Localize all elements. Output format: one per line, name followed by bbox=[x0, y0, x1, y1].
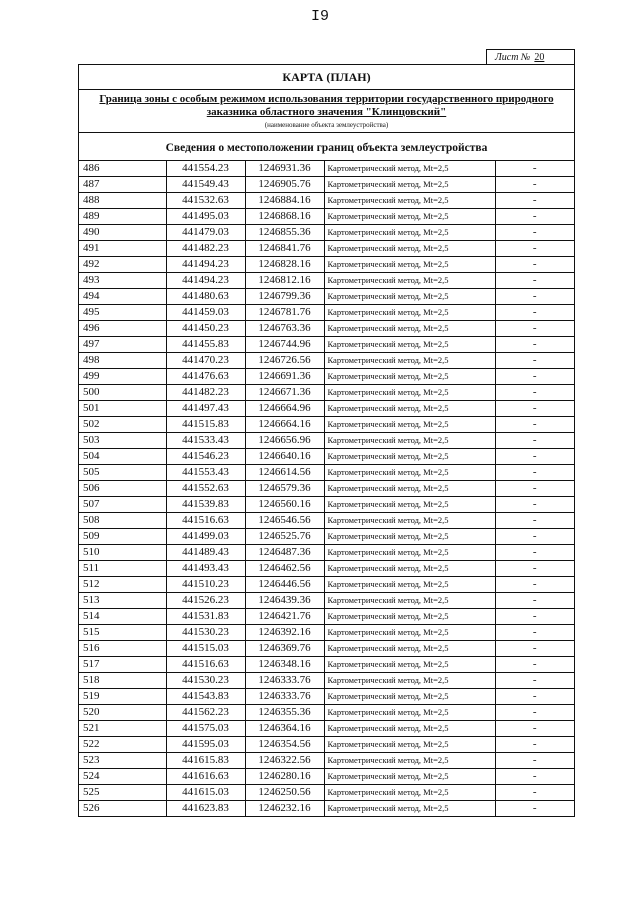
cell-point-number: 506 bbox=[79, 481, 166, 497]
cell-method: Картометрический метод, Mt=2,5 bbox=[324, 769, 495, 785]
cell-method: Картометрический метод, Mt=2,5 bbox=[324, 721, 495, 737]
document-frame bbox=[78, 64, 575, 817]
cell-extra: - bbox=[495, 801, 574, 817]
sheet-label-text: Лист № bbox=[495, 52, 531, 63]
cell-method: Картометрический метод, Mt=2,5 bbox=[324, 161, 495, 177]
cell-method: Картометрический метод, Mt=2,5 bbox=[324, 305, 495, 321]
table-row bbox=[79, 353, 574, 369]
cell-extra: - bbox=[495, 209, 574, 225]
cell-point-number: 519 bbox=[79, 689, 166, 705]
cell-extra: - bbox=[495, 321, 574, 337]
cell-point-number: 503 bbox=[79, 433, 166, 449]
cell-point-number: 510 bbox=[79, 545, 166, 561]
cell-coord-x: 441531.83 bbox=[166, 609, 245, 625]
cell-extra: - bbox=[495, 465, 574, 481]
cell-method: Картометрический метод, Mt=2,5 bbox=[324, 737, 495, 753]
cell-point-number: 515 bbox=[79, 625, 166, 641]
cell-point-number: 494 bbox=[79, 289, 166, 305]
cell-coord-y: 1246348.16 bbox=[245, 657, 324, 673]
cell-coord-y: 1246664.96 bbox=[245, 401, 324, 417]
cell-extra: - bbox=[495, 193, 574, 209]
cell-coord-x: 441476.63 bbox=[166, 369, 245, 385]
cell-extra: - bbox=[495, 481, 574, 497]
cell-coord-y: 1246354.56 bbox=[245, 737, 324, 753]
cell-coord-x: 441549.43 bbox=[166, 177, 245, 193]
cell-method: Картометрический метод, Mt=2,5 bbox=[324, 593, 495, 609]
cell-coord-y: 1246781.76 bbox=[245, 305, 324, 321]
cell-point-number: 490 bbox=[79, 225, 166, 241]
cell-extra: - bbox=[495, 353, 574, 369]
table-row bbox=[79, 241, 574, 257]
cell-coord-y: 1246333.76 bbox=[245, 673, 324, 689]
cell-coord-y: 1246656.96 bbox=[245, 433, 324, 449]
cell-extra: - bbox=[495, 401, 574, 417]
table-row bbox=[79, 385, 574, 401]
cell-point-number: 502 bbox=[79, 417, 166, 433]
cell-coord-x: 441516.63 bbox=[166, 657, 245, 673]
table-row bbox=[79, 433, 574, 449]
cell-method: Картометрический метод, Mt=2,5 bbox=[324, 545, 495, 561]
page-title: КАРТА (ПЛАН) bbox=[79, 65, 574, 90]
cell-point-number: 497 bbox=[79, 337, 166, 353]
cell-point-number: 499 bbox=[79, 369, 166, 385]
section-title: Сведения о местоположении границ объекта землеустройства bbox=[79, 133, 574, 161]
cell-point-number: 512 bbox=[79, 577, 166, 593]
table-row bbox=[79, 561, 574, 577]
cell-point-number: 520 bbox=[79, 705, 166, 721]
table-row bbox=[79, 481, 574, 497]
cell-point-number: 489 bbox=[79, 209, 166, 225]
cell-method: Картометрический метод, Mt=2,5 bbox=[324, 177, 495, 193]
cell-extra: - bbox=[495, 337, 574, 353]
cell-extra: - bbox=[495, 385, 574, 401]
cell-coord-y: 1246487.36 bbox=[245, 545, 324, 561]
cell-extra: - bbox=[495, 593, 574, 609]
cell-method: Картометрический метод, Mt=2,5 bbox=[324, 657, 495, 673]
table-row bbox=[79, 769, 574, 785]
cell-point-number: 487 bbox=[79, 177, 166, 193]
cell-extra: - bbox=[495, 529, 574, 545]
table-row bbox=[79, 497, 574, 513]
table-row bbox=[79, 593, 574, 609]
cell-coord-x: 441539.83 bbox=[166, 497, 245, 513]
table-row bbox=[79, 417, 574, 433]
cell-method: Картометрический метод, Mt=2,5 bbox=[324, 705, 495, 721]
cell-coord-x: 441515.83 bbox=[166, 417, 245, 433]
cell-coord-y: 1246421.76 bbox=[245, 609, 324, 625]
cell-coord-x: 441526.23 bbox=[166, 593, 245, 609]
cell-point-number: 492 bbox=[79, 257, 166, 273]
cell-coord-y: 1246364.16 bbox=[245, 721, 324, 737]
cell-extra: - bbox=[495, 705, 574, 721]
cell-coord-y: 1246812.16 bbox=[245, 273, 324, 289]
table-row bbox=[79, 785, 574, 801]
sheet-number: 20 bbox=[534, 52, 545, 63]
cell-coord-y: 1246884.16 bbox=[245, 193, 324, 209]
cell-coord-x: 441495.03 bbox=[166, 209, 245, 225]
cell-coord-x: 441530.23 bbox=[166, 673, 245, 689]
cell-coord-y: 1246664.16 bbox=[245, 417, 324, 433]
table-row bbox=[79, 193, 574, 209]
cell-coord-x: 441546.23 bbox=[166, 449, 245, 465]
cell-coord-y: 1246868.16 bbox=[245, 209, 324, 225]
cell-extra: - bbox=[495, 721, 574, 737]
cell-method: Картометрический метод, Mt=2,5 bbox=[324, 481, 495, 497]
cell-coord-y: 1246763.36 bbox=[245, 321, 324, 337]
table-row bbox=[79, 289, 574, 305]
cell-coord-y: 1246744.96 bbox=[245, 337, 324, 353]
cell-coord-y: 1246726.56 bbox=[245, 353, 324, 369]
table-row bbox=[79, 465, 574, 481]
table-row bbox=[79, 721, 574, 737]
cell-coord-y: 1246355.36 bbox=[245, 705, 324, 721]
table-row bbox=[79, 401, 574, 417]
cell-point-number: 514 bbox=[79, 609, 166, 625]
cell-method: Картометрический метод, Mt=2,5 bbox=[324, 785, 495, 801]
cell-extra: - bbox=[495, 161, 574, 177]
cell-coord-x: 441494.23 bbox=[166, 257, 245, 273]
cell-coord-x: 441489.43 bbox=[166, 545, 245, 561]
cell-coord-y: 1246828.16 bbox=[245, 257, 324, 273]
cell-point-number: 504 bbox=[79, 449, 166, 465]
coordinates-table bbox=[79, 161, 574, 816]
cell-coord-y: 1246280.16 bbox=[245, 769, 324, 785]
table-row bbox=[79, 369, 574, 385]
cell-coord-x: 441562.23 bbox=[166, 705, 245, 721]
cell-extra: - bbox=[495, 641, 574, 657]
page-number: I9 bbox=[310, 8, 329, 25]
cell-extra: - bbox=[495, 609, 574, 625]
cell-coord-y: 1246232.16 bbox=[245, 801, 324, 817]
cell-coord-x: 441595.03 bbox=[166, 737, 245, 753]
cell-extra: - bbox=[495, 689, 574, 705]
cell-coord-x: 441470.23 bbox=[166, 353, 245, 369]
cell-coord-y: 1246439.36 bbox=[245, 593, 324, 609]
cell-extra: - bbox=[495, 241, 574, 257]
cell-coord-x: 441533.43 bbox=[166, 433, 245, 449]
cell-point-number: 524 bbox=[79, 769, 166, 785]
cell-extra: - bbox=[495, 177, 574, 193]
cell-point-number: 518 bbox=[79, 673, 166, 689]
cell-coord-x: 441479.03 bbox=[166, 225, 245, 241]
cell-extra: - bbox=[495, 305, 574, 321]
cell-extra: - bbox=[495, 513, 574, 529]
cell-extra: - bbox=[495, 417, 574, 433]
cell-coord-x: 441510.23 bbox=[166, 577, 245, 593]
cell-coord-x: 441543.83 bbox=[166, 689, 245, 705]
cell-coord-y: 1246691.36 bbox=[245, 369, 324, 385]
cell-coord-x: 441499.03 bbox=[166, 529, 245, 545]
cell-point-number: 501 bbox=[79, 401, 166, 417]
cell-coord-x: 441552.63 bbox=[166, 481, 245, 497]
cell-method: Картометрический метод, Mt=2,5 bbox=[324, 417, 495, 433]
table-row bbox=[79, 801, 574, 817]
cell-point-number: 526 bbox=[79, 801, 166, 817]
cell-extra: - bbox=[495, 273, 574, 289]
cell-extra: - bbox=[495, 673, 574, 689]
table-row bbox=[79, 641, 574, 657]
cell-coord-y: 1246462.56 bbox=[245, 561, 324, 577]
cell-method: Картометрический метод, Mt=2,5 bbox=[324, 353, 495, 369]
cell-coord-y: 1246250.56 bbox=[245, 785, 324, 801]
cell-method: Картометрический метод, Mt=2,5 bbox=[324, 369, 495, 385]
table-row bbox=[79, 225, 574, 241]
cell-coord-x: 441554.23 bbox=[166, 161, 245, 177]
cell-point-number: 505 bbox=[79, 465, 166, 481]
cell-coord-y: 1246546.56 bbox=[245, 513, 324, 529]
cell-method: Картометрический метод, Mt=2,5 bbox=[324, 209, 495, 225]
cell-extra: - bbox=[495, 561, 574, 577]
cell-coord-x: 441575.03 bbox=[166, 721, 245, 737]
cell-extra: - bbox=[495, 433, 574, 449]
zone-caption: (наименование объекта землеустройства) bbox=[264, 121, 389, 129]
cell-method: Картометрический метод, Mt=2,5 bbox=[324, 801, 495, 817]
cell-method: Картометрический метод, Mt=2,5 bbox=[324, 385, 495, 401]
cell-coord-y: 1246333.76 bbox=[245, 689, 324, 705]
cell-coord-x: 441516.63 bbox=[166, 513, 245, 529]
cell-coord-y: 1246931.36 bbox=[245, 161, 324, 177]
cell-method: Картометрический метод, Mt=2,5 bbox=[324, 529, 495, 545]
cell-coord-y: 1246799.36 bbox=[245, 289, 324, 305]
cell-point-number: 509 bbox=[79, 529, 166, 545]
table-row bbox=[79, 273, 574, 289]
cell-coord-x: 441616.63 bbox=[166, 769, 245, 785]
cell-coord-x: 441623.83 bbox=[166, 801, 245, 817]
cell-point-number: 486 bbox=[79, 161, 166, 177]
cell-point-number: 498 bbox=[79, 353, 166, 369]
cell-method: Картометрический метод, Mt=2,5 bbox=[324, 753, 495, 769]
cell-coord-y: 1246446.56 bbox=[245, 577, 324, 593]
cell-coord-x: 441493.43 bbox=[166, 561, 245, 577]
cell-extra: - bbox=[495, 577, 574, 593]
cell-point-number: 525 bbox=[79, 785, 166, 801]
cell-extra: - bbox=[495, 257, 574, 273]
cell-point-number: 491 bbox=[79, 241, 166, 257]
cell-extra: - bbox=[495, 753, 574, 769]
cell-method: Картометрический метод, Mt=2,5 bbox=[324, 465, 495, 481]
cell-coord-y: 1246905.76 bbox=[245, 177, 324, 193]
cell-point-number: 523 bbox=[79, 753, 166, 769]
cell-method: Картометрический метод, Mt=2,5 bbox=[324, 193, 495, 209]
cell-method: Картометрический метод, Mt=2,5 bbox=[324, 497, 495, 513]
cell-point-number: 496 bbox=[79, 321, 166, 337]
cell-extra: - bbox=[495, 497, 574, 513]
table-row bbox=[79, 513, 574, 529]
cell-extra: - bbox=[495, 449, 574, 465]
cell-coord-y: 1246640.16 bbox=[245, 449, 324, 465]
cell-coord-y: 1246579.36 bbox=[245, 481, 324, 497]
cell-extra: - bbox=[495, 657, 574, 673]
cell-method: Картометрический метод, Mt=2,5 bbox=[324, 225, 495, 241]
cell-extra: - bbox=[495, 545, 574, 561]
cell-extra: - bbox=[495, 369, 574, 385]
cell-method: Картометрический метод, Mt=2,5 bbox=[324, 289, 495, 305]
cell-method: Картометрический метод, Mt=2,5 bbox=[324, 401, 495, 417]
cell-method: Картометрический метод, Mt=2,5 bbox=[324, 433, 495, 449]
table-row bbox=[79, 305, 574, 321]
coordinates-table-body bbox=[79, 161, 574, 816]
cell-coord-x: 441480.63 bbox=[166, 289, 245, 305]
cell-point-number: 517 bbox=[79, 657, 166, 673]
cell-coord-y: 1246671.36 bbox=[245, 385, 324, 401]
cell-coord-x: 441532.63 bbox=[166, 193, 245, 209]
cell-coord-y: 1246855.36 bbox=[245, 225, 324, 241]
cell-coord-x: 441482.23 bbox=[166, 385, 245, 401]
cell-point-number: 500 bbox=[79, 385, 166, 401]
cell-coord-y: 1246392.16 bbox=[245, 625, 324, 641]
cell-coord-y: 1246614.56 bbox=[245, 465, 324, 481]
cell-method: Картометрический метод, Mt=2,5 bbox=[324, 449, 495, 465]
cell-method: Картометрический метод, Mt=2,5 bbox=[324, 257, 495, 273]
cell-extra: - bbox=[495, 737, 574, 753]
cell-coord-y: 1246841.76 bbox=[245, 241, 324, 257]
cell-coord-y: 1246369.76 bbox=[245, 641, 324, 657]
cell-coord-x: 441450.23 bbox=[166, 321, 245, 337]
cell-coord-y: 1246322.56 bbox=[245, 753, 324, 769]
table-row bbox=[79, 529, 574, 545]
table-row bbox=[79, 577, 574, 593]
cell-coord-x: 441615.03 bbox=[166, 785, 245, 801]
cell-coord-y: 1246560.16 bbox=[245, 497, 324, 513]
table-row bbox=[79, 705, 574, 721]
table-row bbox=[79, 449, 574, 465]
cell-method: Картометрический метод, Mt=2,5 bbox=[324, 273, 495, 289]
cell-extra: - bbox=[495, 785, 574, 801]
cell-coord-x: 441482.23 bbox=[166, 241, 245, 257]
cell-extra: - bbox=[495, 225, 574, 241]
cell-extra: - bbox=[495, 625, 574, 641]
cell-coord-x: 441530.23 bbox=[166, 625, 245, 641]
table-row bbox=[79, 209, 574, 225]
zone-name: Граница зоны с особым режимом использования территории государственного природного заказника областного значения "Клинцовский" bbox=[99, 93, 554, 118]
cell-coord-x: 441455.83 bbox=[166, 337, 245, 353]
cell-coord-x: 441497.43 bbox=[166, 401, 245, 417]
cell-point-number: 493 bbox=[79, 273, 166, 289]
cell-method: Картометрический метод, Mt=2,5 bbox=[324, 641, 495, 657]
cell-method: Картометрический метод, Mt=2,5 bbox=[324, 673, 495, 689]
table-row bbox=[79, 625, 574, 641]
zone-block bbox=[79, 90, 574, 133]
cell-point-number: 488 bbox=[79, 193, 166, 209]
table-row bbox=[79, 257, 574, 273]
sheet-label bbox=[486, 49, 575, 64]
cell-point-number: 516 bbox=[79, 641, 166, 657]
cell-extra: - bbox=[495, 769, 574, 785]
table-row bbox=[79, 177, 574, 193]
table-row bbox=[79, 337, 574, 353]
cell-method: Картометрический метод, Mt=2,5 bbox=[324, 321, 495, 337]
table-row bbox=[79, 609, 574, 625]
table-row bbox=[79, 161, 574, 177]
cell-method: Картометрический метод, Mt=2,5 bbox=[324, 625, 495, 641]
cell-coord-x: 441515.03 bbox=[166, 641, 245, 657]
table-row bbox=[79, 737, 574, 753]
cell-method: Картометрический метод, Mt=2,5 bbox=[324, 577, 495, 593]
cell-method: Картометрический метод, Mt=2,5 bbox=[324, 609, 495, 625]
table-row bbox=[79, 673, 574, 689]
cell-coord-x: 441459.03 bbox=[166, 305, 245, 321]
table-row bbox=[79, 657, 574, 673]
cell-point-number: 513 bbox=[79, 593, 166, 609]
cell-coord-y: 1246525.76 bbox=[245, 529, 324, 545]
cell-point-number: 507 bbox=[79, 497, 166, 513]
cell-method: Картометрический метод, Mt=2,5 bbox=[324, 337, 495, 353]
cell-method: Картометрический метод, Mt=2,5 bbox=[324, 241, 495, 257]
cell-extra: - bbox=[495, 289, 574, 305]
cell-point-number: 511 bbox=[79, 561, 166, 577]
cell-point-number: 522 bbox=[79, 737, 166, 753]
table-row bbox=[79, 321, 574, 337]
table-row bbox=[79, 545, 574, 561]
table-row bbox=[79, 753, 574, 769]
cell-method: Картометрический метод, Mt=2,5 bbox=[324, 513, 495, 529]
cell-method: Картометрический метод, Mt=2,5 bbox=[324, 689, 495, 705]
cell-coord-x: 441553.43 bbox=[166, 465, 245, 481]
cell-method: Картометрический метод, Mt=2,5 bbox=[324, 561, 495, 577]
cell-point-number: 521 bbox=[79, 721, 166, 737]
cell-coord-x: 441494.23 bbox=[166, 273, 245, 289]
table-row bbox=[79, 689, 574, 705]
cell-point-number: 508 bbox=[79, 513, 166, 529]
cell-coord-x: 441615.83 bbox=[166, 753, 245, 769]
cell-point-number: 495 bbox=[79, 305, 166, 321]
